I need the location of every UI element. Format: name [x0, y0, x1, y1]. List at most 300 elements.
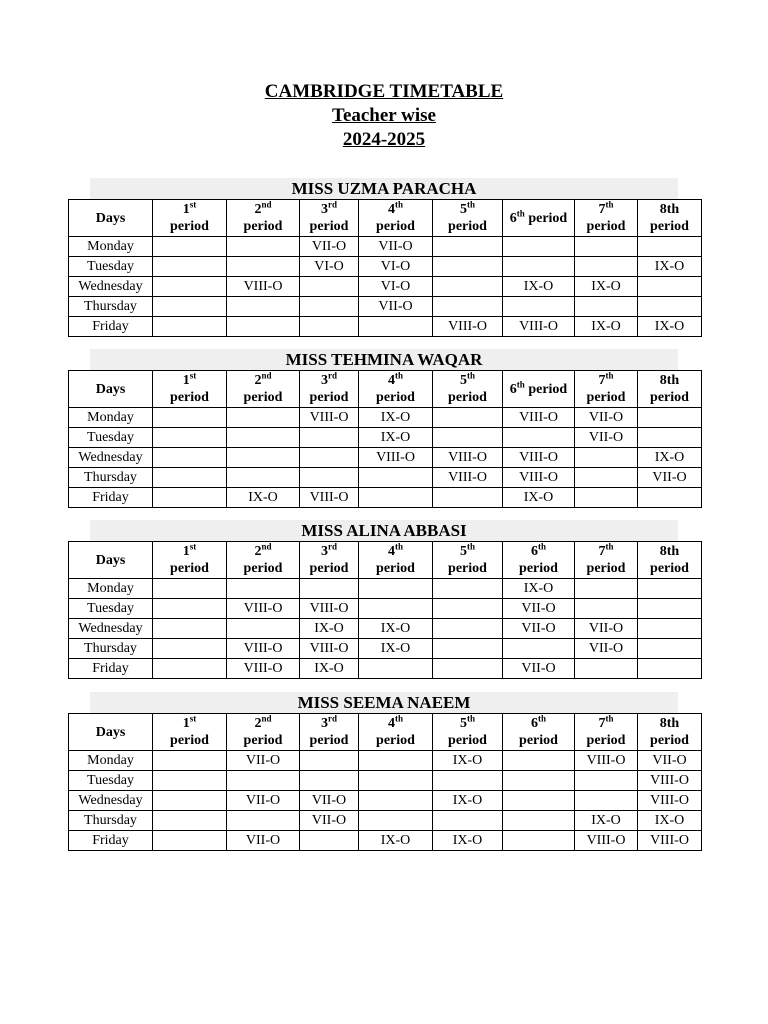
period-number: 8th [659, 202, 680, 217]
day-cell: Wednesday [69, 791, 153, 811]
day-cell: Monday [69, 579, 153, 599]
period-number: 3 [321, 544, 328, 559]
ordinal-suffix: th [516, 378, 525, 389]
class-cell: IX-O [359, 639, 433, 659]
day-cell: Friday [69, 659, 153, 679]
day-cell: Friday [69, 488, 153, 508]
header-row [69, 542, 702, 579]
class-cell [153, 599, 227, 619]
period-label: period [243, 219, 283, 234]
class-cell [300, 751, 359, 771]
period-label: period [448, 733, 487, 748]
days-header [69, 371, 153, 408]
class-cell [359, 579, 433, 599]
days-header [69, 542, 153, 579]
class-cell: IX-O [300, 659, 359, 679]
document-title: CAMBRIDGE TIMETABLE [264, 81, 504, 102]
period-label: period [309, 561, 349, 576]
period-header [575, 714, 638, 751]
ordinal-suffix: rd [328, 541, 337, 552]
class-cell [503, 237, 575, 257]
day-cell: Thursday [69, 297, 153, 317]
class-cell [575, 468, 638, 488]
class-cell: VIII-O [227, 659, 300, 679]
period-header [227, 542, 300, 579]
ordinal-suffix: nd [261, 541, 272, 552]
period-label: period [170, 561, 209, 576]
class-cell: VIII-O [638, 771, 702, 791]
class-cell: VI-O [300, 257, 359, 277]
period-header [575, 200, 638, 237]
class-cell [638, 659, 702, 679]
period-label: period [586, 733, 626, 748]
period-number: 2 [254, 544, 262, 559]
class-cell: IX-O [638, 448, 702, 468]
ordinal-suffix: th [394, 713, 403, 724]
class-cell [153, 831, 227, 851]
class-cell [227, 811, 300, 831]
class-cell [503, 791, 575, 811]
day-cell: Thursday [69, 639, 153, 659]
class-cell [638, 619, 702, 639]
class-cell [503, 771, 575, 791]
class-cell [227, 297, 300, 317]
class-cell [503, 811, 575, 831]
class-cell: VIII-O [503, 448, 575, 468]
class-cell [433, 237, 503, 257]
class-cell: VIII-O [227, 639, 300, 659]
header-label: Days [95, 381, 126, 397]
period-label: period [586, 561, 626, 576]
class-cell [575, 297, 638, 317]
ordinal-suffix: th [605, 541, 614, 552]
class-cell: IX-O [359, 619, 433, 639]
class-cell: IX-O [433, 791, 503, 811]
class-cell [227, 237, 300, 257]
day-cell: Monday [69, 237, 153, 257]
class-cell [575, 237, 638, 257]
period-header [153, 371, 227, 408]
period-header [433, 371, 503, 408]
class-cell: IX-O [359, 408, 433, 428]
class-cell: VIII-O [503, 408, 575, 428]
class-cell: VII-O [227, 791, 300, 811]
class-cell [503, 831, 575, 851]
period-header [638, 714, 702, 751]
period-number: 5 [459, 544, 467, 559]
period-label: period [528, 381, 568, 397]
period-label: period [309, 219, 349, 234]
class-cell: VIII-O [575, 831, 638, 851]
class-cell [575, 771, 638, 791]
class-cell [433, 277, 503, 297]
period-header [503, 714, 575, 751]
period-header [300, 542, 359, 579]
class-cell [433, 488, 503, 508]
period-number: 7 [598, 373, 606, 388]
class-cell: VIII-O [227, 277, 300, 297]
timetable-section [68, 520, 701, 679]
class-cell [575, 659, 638, 679]
period-header [153, 714, 227, 751]
class-cell: VIII-O [300, 488, 359, 508]
period-number: 4 [387, 202, 395, 217]
teacher-name: MISS SEEMA NAEEM [90, 692, 678, 713]
period-number: 8th [659, 544, 680, 559]
class-cell: VIII-O [433, 317, 503, 337]
class-cell: VII-O [575, 619, 638, 639]
class-cell [153, 771, 227, 791]
timetable-section [68, 349, 701, 508]
period-number: 5 [459, 716, 467, 731]
period-label: period [243, 390, 283, 405]
period-header [638, 371, 702, 408]
class-cell: IX-O [575, 277, 638, 297]
period-number: 2 [254, 202, 262, 217]
class-cell [359, 488, 433, 508]
class-cell [300, 317, 359, 337]
period-number: 2 [254, 716, 262, 731]
class-cell [300, 771, 359, 791]
ordinal-suffix: th [394, 370, 403, 381]
class-cell: IX-O [575, 317, 638, 337]
period-header [503, 542, 575, 579]
period-label: period [376, 561, 415, 576]
class-cell: VIII-O [433, 448, 503, 468]
ordinal-suffix: rd [328, 199, 337, 210]
ordinal-suffix: th [466, 541, 475, 552]
document-subtitle: Teacher wise [332, 105, 436, 126]
day-cell: Wednesday [69, 277, 153, 297]
class-cell [359, 811, 433, 831]
class-cell: VIII-O [503, 468, 575, 488]
period-label: period [528, 210, 568, 226]
day-cell: Wednesday [69, 619, 153, 639]
day-cell: Thursday [69, 811, 153, 831]
class-cell: IX-O [638, 811, 702, 831]
days-header [69, 714, 153, 751]
period-header [359, 542, 433, 579]
timetable [68, 370, 702, 508]
class-cell [300, 468, 359, 488]
class-cell [153, 277, 227, 297]
class-cell [227, 468, 300, 488]
period-label: period [586, 390, 626, 405]
period-number: 3 [321, 373, 328, 388]
class-cell [575, 579, 638, 599]
class-cell [153, 811, 227, 831]
ordinal-suffix: rd [328, 713, 337, 724]
class-cell [503, 751, 575, 771]
class-cell: VIII-O [638, 831, 702, 851]
class-cell [638, 277, 702, 297]
period-label: period [650, 219, 689, 234]
timetable [68, 541, 702, 679]
day-cell: Tuesday [69, 599, 153, 619]
day-cell: Tuesday [69, 771, 153, 791]
period-label: period [243, 733, 283, 748]
timetable-section [68, 178, 701, 337]
ordinal-suffix: th [605, 713, 614, 724]
class-cell: VII-O [575, 639, 638, 659]
class-cell: VII-O [227, 831, 300, 851]
header-row [69, 371, 702, 408]
class-cell [153, 237, 227, 257]
teacher-name: MISS TEHMINA WAQAR [90, 349, 678, 370]
table-row [69, 277, 702, 297]
period-number: 3 [321, 716, 328, 731]
ordinal-suffix: st [189, 541, 197, 552]
table-row [69, 408, 702, 428]
class-cell [638, 408, 702, 428]
class-cell [227, 619, 300, 639]
ordinal-suffix: nd [261, 713, 272, 724]
class-cell: IX-O [359, 831, 433, 851]
class-cell [638, 428, 702, 448]
class-cell [359, 659, 433, 679]
period-header [575, 371, 638, 408]
table-row [69, 751, 702, 771]
class-cell [300, 579, 359, 599]
period-header [638, 200, 702, 237]
period-label: period [376, 219, 415, 234]
class-cell [227, 771, 300, 791]
class-cell: VII-O [300, 811, 359, 831]
class-cell: IX-O [503, 488, 575, 508]
period-header [433, 200, 503, 237]
class-cell: VIII-O [433, 468, 503, 488]
class-cell [153, 317, 227, 337]
class-cell: VII-O [575, 428, 638, 448]
class-cell [433, 257, 503, 277]
period-number: 1 [182, 716, 190, 731]
class-cell [575, 448, 638, 468]
table-row [69, 579, 702, 599]
period-header [300, 371, 359, 408]
ordinal-suffix: th [537, 713, 546, 724]
period-label: period [170, 219, 209, 234]
table-row [69, 488, 702, 508]
day-cell: Friday [69, 317, 153, 337]
period-header [638, 542, 702, 579]
ordinal-suffix: th [605, 370, 614, 381]
class-cell: VII-O [575, 408, 638, 428]
class-cell [153, 408, 227, 428]
class-cell [300, 277, 359, 297]
day-cell: Tuesday [69, 257, 153, 277]
class-cell [227, 257, 300, 277]
period-number: 7 [598, 544, 606, 559]
class-cell [433, 639, 503, 659]
timetable-section [68, 692, 701, 851]
academic-year: 2024-2025 [342, 129, 426, 150]
table-row [69, 237, 702, 257]
class-cell: IX-O [638, 317, 702, 337]
period-number: 5 [459, 373, 467, 388]
period-label: period [519, 561, 558, 576]
class-cell [433, 811, 503, 831]
period-header [227, 200, 300, 237]
ordinal-suffix: rd [328, 370, 337, 381]
header-label: Days [95, 210, 126, 226]
table-row [69, 791, 702, 811]
class-cell: VII-O [359, 297, 433, 317]
class-cell [433, 297, 503, 317]
class-cell: VII-O [503, 599, 575, 619]
class-cell: VII-O [300, 791, 359, 811]
ordinal-suffix: th [466, 713, 475, 724]
period-number: 1 [182, 373, 190, 388]
period-label: period [586, 219, 626, 234]
class-cell [433, 599, 503, 619]
class-cell: VIII-O [300, 639, 359, 659]
period-number: 4 [387, 373, 395, 388]
period-number: 1 [182, 544, 190, 559]
ordinal-suffix: st [189, 199, 197, 210]
period-number: 1 [182, 202, 190, 217]
class-cell [433, 428, 503, 448]
period-header [433, 542, 503, 579]
period-number: 3 [321, 202, 328, 217]
period-header [359, 200, 433, 237]
period-label: period [309, 733, 349, 748]
period-number: 6 [530, 716, 538, 731]
class-cell [575, 791, 638, 811]
ordinal-suffix: th [394, 199, 403, 210]
period-number: 8th [659, 373, 680, 388]
header-label: Days [95, 724, 126, 740]
period-number: 7 [598, 716, 606, 731]
class-cell: VII-O [503, 659, 575, 679]
class-cell [300, 831, 359, 851]
timetable [68, 199, 702, 337]
day-cell: Tuesday [69, 428, 153, 448]
class-cell: IX-O [359, 428, 433, 448]
class-cell: VIII-O [638, 791, 702, 811]
ordinal-suffix: th [466, 370, 475, 381]
period-number: 7 [598, 202, 606, 217]
header-row [69, 714, 702, 751]
table-row [69, 811, 702, 831]
class-cell [433, 619, 503, 639]
class-cell [227, 428, 300, 448]
class-cell [575, 599, 638, 619]
table-row [69, 468, 702, 488]
class-cell [153, 791, 227, 811]
class-cell: IX-O [575, 811, 638, 831]
class-cell [153, 297, 227, 317]
class-cell [359, 751, 433, 771]
period-header [227, 714, 300, 751]
teacher-name: MISS UZMA PARACHA [90, 178, 678, 199]
class-cell [153, 488, 227, 508]
class-cell [433, 659, 503, 679]
class-cell: VIII-O [300, 599, 359, 619]
table-row [69, 639, 702, 659]
class-cell: IX-O [503, 277, 575, 297]
period-header [503, 200, 575, 237]
class-cell: VIII-O [359, 448, 433, 468]
class-cell [638, 297, 702, 317]
class-cell [227, 448, 300, 468]
period-label: period [170, 390, 209, 405]
ordinal-suffix: th [605, 199, 614, 210]
class-cell: IX-O [433, 831, 503, 851]
class-cell [503, 257, 575, 277]
period-number: 8th [659, 716, 680, 731]
class-cell [359, 791, 433, 811]
class-cell [153, 751, 227, 771]
class-cell: VII-O [638, 468, 702, 488]
period-label: period [243, 561, 283, 576]
class-cell [503, 639, 575, 659]
table-row [69, 771, 702, 791]
document-header [0, 80, 768, 152]
period-label: period [448, 561, 487, 576]
period-header [359, 371, 433, 408]
table-row [69, 428, 702, 448]
period-label: period [170, 733, 209, 748]
period-label: period [448, 219, 487, 234]
class-cell [503, 297, 575, 317]
class-cell: VIII-O [503, 317, 575, 337]
class-cell: IX-O [503, 579, 575, 599]
class-cell [300, 297, 359, 317]
period-header [575, 542, 638, 579]
class-cell [227, 317, 300, 337]
period-header [227, 371, 300, 408]
class-cell [359, 317, 433, 337]
teacher-name: MISS ALINA ABBASI [90, 520, 678, 541]
class-cell: VIII-O [227, 599, 300, 619]
period-header [503, 371, 575, 408]
class-cell [638, 488, 702, 508]
day-cell: Friday [69, 831, 153, 851]
class-cell [227, 408, 300, 428]
header-row [69, 200, 702, 237]
ordinal-suffix: nd [261, 199, 272, 210]
day-cell: Wednesday [69, 448, 153, 468]
class-cell [153, 619, 227, 639]
class-cell: VII-O [227, 751, 300, 771]
class-cell [153, 639, 227, 659]
class-cell [575, 257, 638, 277]
ordinal-suffix: th [466, 199, 475, 210]
class-cell: VII-O [638, 751, 702, 771]
class-cell [153, 468, 227, 488]
class-cell [433, 579, 503, 599]
day-cell: Monday [69, 408, 153, 428]
period-number: 4 [387, 544, 395, 559]
table-row [69, 831, 702, 851]
class-cell [153, 579, 227, 599]
class-cell [227, 579, 300, 599]
class-cell: VI-O [359, 257, 433, 277]
class-cell [153, 659, 227, 679]
class-cell [433, 408, 503, 428]
period-header [433, 714, 503, 751]
class-cell [300, 448, 359, 468]
class-cell: IX-O [433, 751, 503, 771]
class-cell [153, 448, 227, 468]
period-label: period [650, 561, 689, 576]
timetable [68, 713, 702, 851]
period-label: period [376, 390, 415, 405]
period-header [359, 714, 433, 751]
class-cell [638, 237, 702, 257]
day-cell: Thursday [69, 468, 153, 488]
table-row [69, 297, 702, 317]
